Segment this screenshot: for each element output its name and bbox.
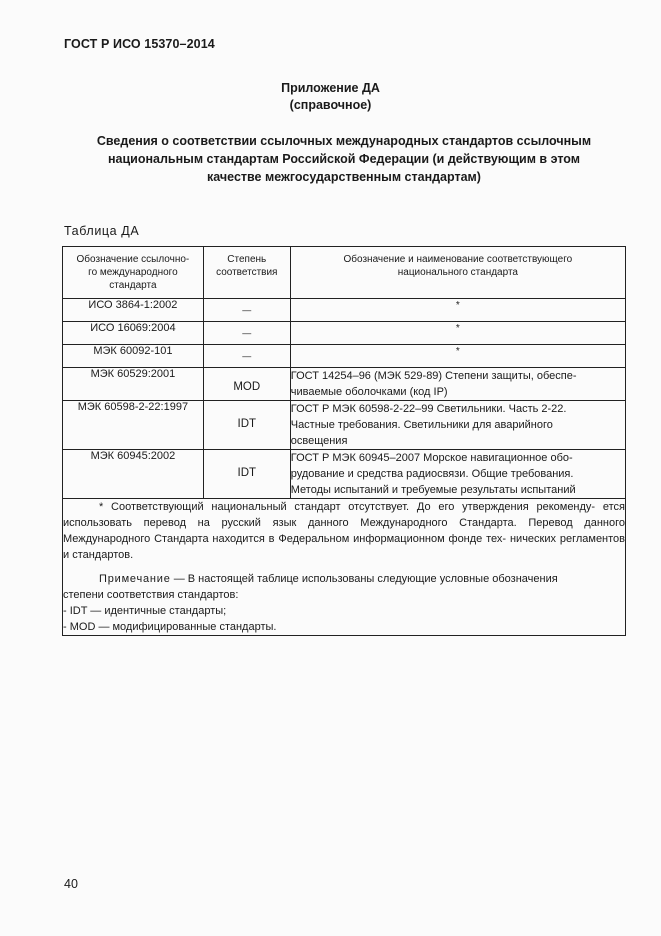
cell-ref: МЭК 60529:2001 (63, 368, 204, 401)
cell-degree: — (203, 299, 290, 322)
note-item: - IDT — идентичные стандарты; (63, 605, 227, 617)
header-ref-standard: Обозначение ссылочно- го международного стандарта (63, 247, 204, 299)
cell-national: * (290, 299, 625, 322)
cell-national: * (290, 345, 625, 368)
page-number: 40 (64, 877, 78, 891)
cell-national: ГОСТ 14254–96 (МЭК 529-89) Степени защиты, обеспе- чиваемые оболочками (код IP) (290, 368, 625, 401)
table-row (63, 368, 626, 401)
cell-national: ГОСТ Р МЭК 60598-2-22–99 Светильники. Часть 2-22. Частные требования. Светильники для аварийного освещения (290, 401, 625, 450)
annex-title: Приложение ДА (281, 81, 380, 95)
cell-ref: ИСО 3864-1:2002 (63, 299, 204, 322)
heading-line: Сведения о соответствии ссылочных международных стандартов ссылочным (96, 134, 592, 148)
note-label: Примечание (99, 573, 171, 585)
cell-degree: IDT (203, 401, 290, 450)
table-row (63, 299, 626, 322)
table-row (63, 450, 626, 499)
footnote: * Соответствующий национальный стандарт отсутствует. До его утверждения рекоменду- ется использовать перевод на русский язык данного Международного Стандарта. Перевод данного Международного Стандарта находится в Федеральном информационном фонде тех- нических регламентов и стандартов. (63, 501, 626, 561)
cell-degree: MOD (203, 368, 290, 401)
annex-heading (64, 132, 624, 186)
header-national-standard: Обозначение и наименование соответствующего национального стандарта (290, 247, 625, 299)
cell-ref: ИСО 16069:2004 (63, 322, 204, 345)
cell-degree: IDT (203, 450, 290, 499)
table-caption: Таблица ДА (64, 224, 140, 238)
note-item: - MOD — модифицированные стандарты. (63, 621, 277, 633)
heading-line: национальным стандартам Российской Федерации (и действующим в этом (107, 152, 580, 166)
table-header-row (63, 247, 626, 299)
note-intro-cont: степени соответствия стандартов: (63, 589, 239, 601)
annex-subtitle: (справочное) (289, 98, 372, 112)
cell-degree: — (203, 322, 290, 345)
cell-ref: МЭК 60092-101 (63, 345, 204, 368)
annex-title-block (0, 80, 661, 114)
cell-national: * (290, 322, 625, 345)
table-notes-row (63, 499, 626, 636)
cell-degree: — (203, 345, 290, 368)
table-row (63, 401, 626, 450)
correspondence-table (62, 246, 626, 636)
note-intro: — В настоящей таблице использованы следующие условные обозначения (170, 573, 558, 585)
note (63, 571, 625, 587)
cell-national: ГОСТ Р МЭК 60945–2007 Морское навигационное обо- рудование и средства радиосвязи. Общие требования. Методы испытаний и требуемые результаты испытаний (290, 450, 625, 499)
table-row (63, 322, 626, 345)
cell-ref: МЭК 60945:2002 (63, 450, 204, 499)
table-row (63, 345, 626, 368)
header-degree: Степень соответствия (203, 247, 290, 299)
heading-line: качестве межгосударственным стандартам) (207, 170, 481, 184)
table-notes (63, 499, 626, 636)
cell-ref: МЭК 60598-2-22:1997 (63, 401, 204, 450)
document-header: ГОСТ Р ИСО 15370–2014 (64, 37, 215, 51)
